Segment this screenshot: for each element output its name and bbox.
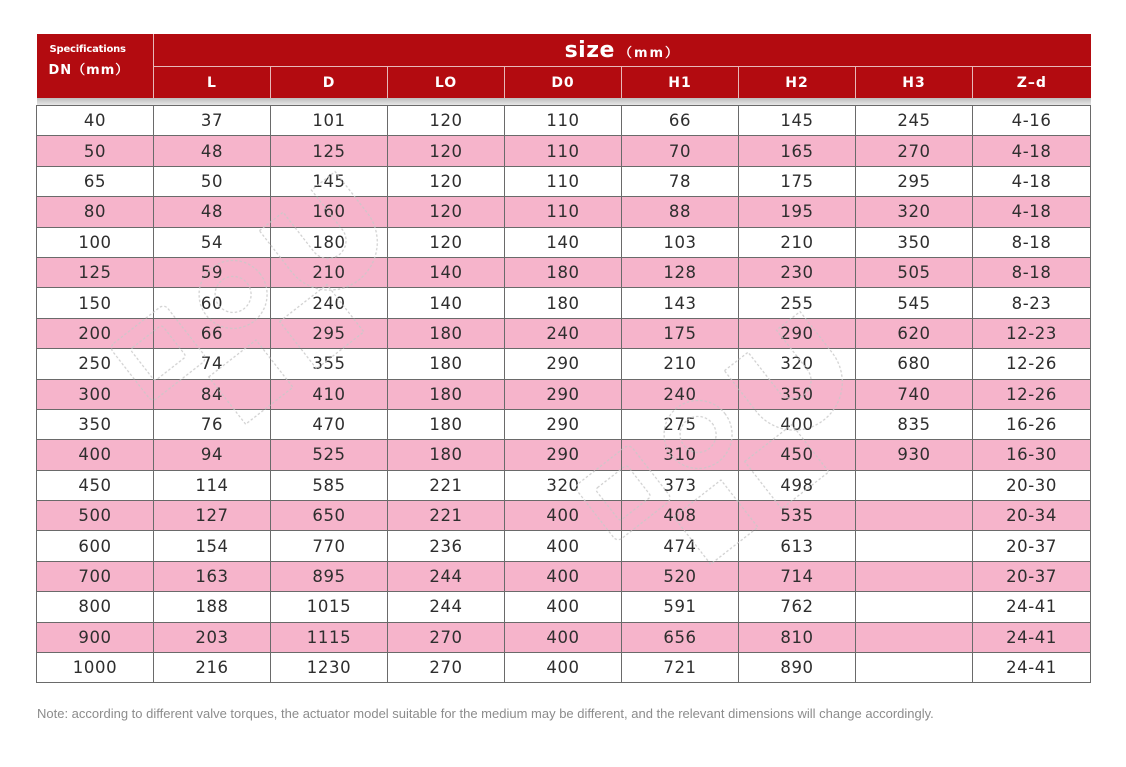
cell-lo: 270 <box>388 622 505 652</box>
cell-d: 525 <box>271 440 388 470</box>
header-shadow <box>37 98 1091 106</box>
table-row <box>37 409 1091 439</box>
cell-l: 114 <box>154 470 271 500</box>
cell-h2: 350 <box>739 379 856 409</box>
cell-d0: 240 <box>505 318 622 348</box>
cell-l: 76 <box>154 409 271 439</box>
cell-h1: 175 <box>622 318 739 348</box>
cell-d: 125 <box>271 136 388 166</box>
cell-lo: 120 <box>388 197 505 227</box>
cell-d: 295 <box>271 318 388 348</box>
column-header-d: D <box>271 67 388 99</box>
cell-d0: 110 <box>505 106 622 136</box>
cell-lo: 244 <box>388 561 505 591</box>
cell-d0: 400 <box>505 653 622 683</box>
cell-h3: 320 <box>856 197 973 227</box>
cell-dn: 700 <box>37 561 154 591</box>
cell-lo: 221 <box>388 501 505 531</box>
table-row <box>37 106 1091 136</box>
cell-z-d: 16-26 <box>973 409 1091 439</box>
cell-z-d: 20-37 <box>973 531 1091 561</box>
cell-h2: 290 <box>739 318 856 348</box>
cell-l: 203 <box>154 622 271 652</box>
cell-lo: 180 <box>388 409 505 439</box>
cell-dn: 600 <box>37 531 154 561</box>
cell-dn: 300 <box>37 379 154 409</box>
cell-lo: 120 <box>388 166 505 196</box>
cell-dn: 65 <box>37 166 154 196</box>
cell-h2: 175 <box>739 166 856 196</box>
cell-h3 <box>856 470 973 500</box>
cell-d: 1230 <box>271 653 388 683</box>
cell-h3: 350 <box>856 227 973 257</box>
table-row <box>37 531 1091 561</box>
cell-h3 <box>856 531 973 561</box>
cell-h3 <box>856 501 973 531</box>
cell-dn: 800 <box>37 592 154 622</box>
column-header-h1: H1 <box>622 67 739 99</box>
cell-h3: 620 <box>856 318 973 348</box>
cell-lo: 244 <box>388 592 505 622</box>
cell-z-d: 8-18 <box>973 227 1091 257</box>
cell-d0: 180 <box>505 257 622 287</box>
cell-h2: 498 <box>739 470 856 500</box>
cell-h1: 78 <box>622 166 739 196</box>
cell-h3: 930 <box>856 440 973 470</box>
table-row <box>37 561 1091 591</box>
cell-d0: 290 <box>505 379 622 409</box>
cell-h3: 245 <box>856 106 973 136</box>
column-header-h3: H3 <box>856 67 973 99</box>
dimension-table <box>36 34 1091 683</box>
cell-h1: 210 <box>622 349 739 379</box>
cell-l: 50 <box>154 166 271 196</box>
cell-d0: 110 <box>505 166 622 196</box>
cell-dn: 500 <box>37 501 154 531</box>
column-header-d0: D0 <box>505 67 622 99</box>
cell-h3 <box>856 653 973 683</box>
cell-l: 66 <box>154 318 271 348</box>
footnote: Note: according to different valve torques, the actuator model suitable for the medium may be different, and the relevant dimensions will change accordingly. <box>37 706 934 721</box>
cell-h3: 835 <box>856 409 973 439</box>
table-row <box>37 440 1091 470</box>
cell-h1: 240 <box>622 379 739 409</box>
cell-lo: 270 <box>388 653 505 683</box>
cell-d0: 110 <box>505 136 622 166</box>
table-row <box>37 622 1091 652</box>
cell-h1: 66 <box>622 106 739 136</box>
cell-d: 470 <box>271 409 388 439</box>
cell-dn: 200 <box>37 318 154 348</box>
cell-d: 210 <box>271 257 388 287</box>
cell-d0: 400 <box>505 501 622 531</box>
cell-l: 74 <box>154 349 271 379</box>
cell-h2: 400 <box>739 409 856 439</box>
table-row <box>37 379 1091 409</box>
cell-lo: 120 <box>388 227 505 257</box>
table-row <box>37 257 1091 287</box>
size-header-cell <box>154 34 1091 67</box>
cell-l: 37 <box>154 106 271 136</box>
cell-z-d: 16-30 <box>973 440 1091 470</box>
table-row <box>37 197 1091 227</box>
cell-dn: 40 <box>37 106 154 136</box>
cell-lo: 180 <box>388 349 505 379</box>
cell-dn: 150 <box>37 288 154 318</box>
cell-h3: 740 <box>856 379 973 409</box>
cell-d: 101 <box>271 106 388 136</box>
cell-d: 355 <box>271 349 388 379</box>
cell-h1: 103 <box>622 227 739 257</box>
cell-d0: 320 <box>505 470 622 500</box>
table-row <box>37 349 1091 379</box>
table-row <box>37 653 1091 683</box>
cell-h2: 230 <box>739 257 856 287</box>
table-row <box>37 592 1091 622</box>
cell-d0: 400 <box>505 622 622 652</box>
table-row <box>37 470 1091 500</box>
column-header-z-d: Z–d <box>973 67 1091 99</box>
cell-z-d: 20-37 <box>973 561 1091 591</box>
cell-d0: 180 <box>505 288 622 318</box>
cell-d0: 400 <box>505 592 622 622</box>
cell-z-d: 12-23 <box>973 318 1091 348</box>
cell-l: 59 <box>154 257 271 287</box>
cell-z-d: 8-18 <box>973 257 1091 287</box>
cell-h1: 275 <box>622 409 739 439</box>
cell-d: 895 <box>271 561 388 591</box>
cell-h2: 535 <box>739 501 856 531</box>
cell-d0: 400 <box>505 561 622 591</box>
cell-h1: 721 <box>622 653 739 683</box>
cell-h3: 680 <box>856 349 973 379</box>
cell-z-d: 20-30 <box>973 470 1091 500</box>
cell-d: 240 <box>271 288 388 318</box>
cell-dn: 80 <box>37 197 154 227</box>
cell-h3: 505 <box>856 257 973 287</box>
cell-lo: 180 <box>388 440 505 470</box>
cell-h1: 310 <box>622 440 739 470</box>
cell-h1: 408 <box>622 501 739 531</box>
cell-z-d: 24-41 <box>973 622 1091 652</box>
size-unit-label: （mm） <box>618 45 681 61</box>
cell-z-d: 24-41 <box>973 653 1091 683</box>
cell-dn: 400 <box>37 440 154 470</box>
spec-table-container <box>36 34 1090 683</box>
cell-l: 84 <box>154 379 271 409</box>
cell-d: 770 <box>271 531 388 561</box>
cell-dn: 350 <box>37 409 154 439</box>
cell-d: 1015 <box>271 592 388 622</box>
cell-h1: 88 <box>622 197 739 227</box>
cell-lo: 120 <box>388 106 505 136</box>
cell-l: 48 <box>154 136 271 166</box>
cell-d0: 140 <box>505 227 622 257</box>
cell-l: 163 <box>154 561 271 591</box>
specifications-label: Specifications <box>49 44 126 55</box>
cell-h2: 613 <box>739 531 856 561</box>
cell-lo: 120 <box>388 136 505 166</box>
cell-z-d: 4-16 <box>973 106 1091 136</box>
cell-d: 180 <box>271 227 388 257</box>
cell-z-d: 12-26 <box>973 379 1091 409</box>
cell-lo: 236 <box>388 531 505 561</box>
cell-z-d: 8-23 <box>973 288 1091 318</box>
cell-h1: 520 <box>622 561 739 591</box>
cell-h1: 474 <box>622 531 739 561</box>
cell-h2: 762 <box>739 592 856 622</box>
cell-d: 160 <box>271 197 388 227</box>
cell-z-d: 4-18 <box>973 197 1091 227</box>
cell-z-d: 4-18 <box>973 166 1091 196</box>
cell-lo: 140 <box>388 288 505 318</box>
cell-l: 127 <box>154 501 271 531</box>
cell-h2: 210 <box>739 227 856 257</box>
cell-lo: 180 <box>388 379 505 409</box>
cell-lo: 180 <box>388 318 505 348</box>
column-header-lo: LO <box>388 67 505 99</box>
spec-header-cell <box>37 34 154 98</box>
cell-l: 188 <box>154 592 271 622</box>
cell-h2: 195 <box>739 197 856 227</box>
cell-h1: 656 <box>622 622 739 652</box>
cell-d: 1115 <box>271 622 388 652</box>
cell-dn: 50 <box>37 136 154 166</box>
cell-h3 <box>856 622 973 652</box>
cell-dn: 900 <box>37 622 154 652</box>
cell-z-d: 12-26 <box>973 349 1091 379</box>
cell-d: 410 <box>271 379 388 409</box>
cell-d0: 400 <box>505 531 622 561</box>
cell-l: 60 <box>154 288 271 318</box>
column-header-h2: H2 <box>739 67 856 99</box>
table-row <box>37 136 1091 166</box>
cell-h2: 450 <box>739 440 856 470</box>
cell-dn: 450 <box>37 470 154 500</box>
cell-h3: 545 <box>856 288 973 318</box>
cell-h3 <box>856 561 973 591</box>
cell-dn: 100 <box>37 227 154 257</box>
cell-h2: 145 <box>739 106 856 136</box>
cell-dn: 250 <box>37 349 154 379</box>
cell-z-d: 20-34 <box>973 501 1091 531</box>
table-row <box>37 166 1091 196</box>
table-row <box>37 288 1091 318</box>
cell-d0: 290 <box>505 440 622 470</box>
table-row <box>37 227 1091 257</box>
cell-d: 650 <box>271 501 388 531</box>
cell-lo: 140 <box>388 257 505 287</box>
cell-h2: 810 <box>739 622 856 652</box>
cell-h1: 128 <box>622 257 739 287</box>
cell-l: 48 <box>154 197 271 227</box>
cell-h2: 890 <box>739 653 856 683</box>
cell-l: 94 <box>154 440 271 470</box>
cell-lo: 221 <box>388 470 505 500</box>
cell-d0: 110 <box>505 197 622 227</box>
size-label: size <box>564 37 615 63</box>
cell-l: 54 <box>154 227 271 257</box>
cell-h1: 143 <box>622 288 739 318</box>
table-row <box>37 318 1091 348</box>
cell-h1: 373 <box>622 470 739 500</box>
cell-z-d: 4-18 <box>973 136 1091 166</box>
dn-label: DN（mm） <box>48 63 130 78</box>
column-header-l: L <box>154 67 271 99</box>
cell-h2: 320 <box>739 349 856 379</box>
cell-h2: 165 <box>739 136 856 166</box>
cell-h1: 70 <box>622 136 739 166</box>
cell-z-d: 24-41 <box>973 592 1091 622</box>
cell-d: 585 <box>271 470 388 500</box>
cell-d: 145 <box>271 166 388 196</box>
cell-h3 <box>856 592 973 622</box>
cell-d0: 290 <box>505 409 622 439</box>
cell-h3: 295 <box>856 166 973 196</box>
cell-h1: 591 <box>622 592 739 622</box>
cell-l: 216 <box>154 653 271 683</box>
cell-d0: 290 <box>505 349 622 379</box>
cell-l: 154 <box>154 531 271 561</box>
cell-h2: 714 <box>739 561 856 591</box>
cell-dn: 1000 <box>37 653 154 683</box>
table-row <box>37 501 1091 531</box>
cell-dn: 125 <box>37 257 154 287</box>
table-body <box>37 106 1091 683</box>
cell-h3: 270 <box>856 136 973 166</box>
cell-h2: 255 <box>739 288 856 318</box>
